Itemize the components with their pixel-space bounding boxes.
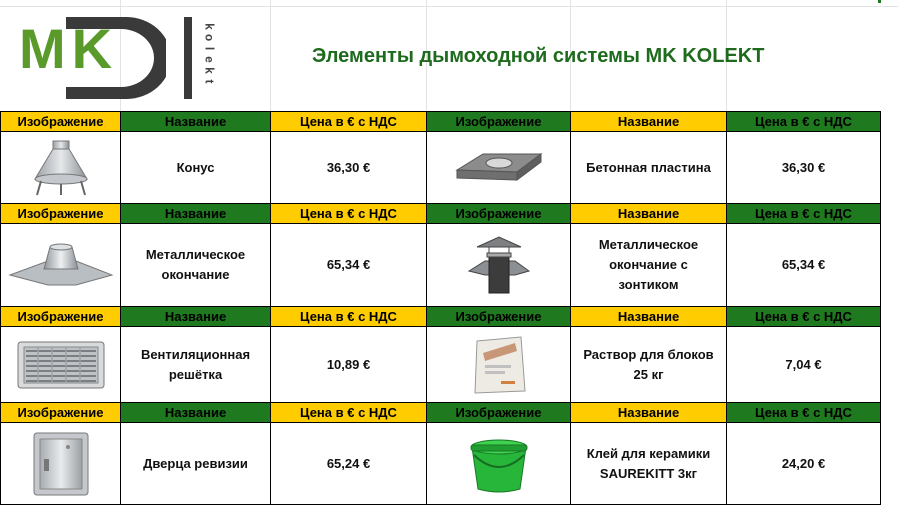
product-row: [1, 132, 881, 204]
header-row: [1, 204, 881, 224]
product-name: Металлическое окончание с зонтиком: [571, 224, 727, 307]
concrete-plate-icon: [427, 148, 570, 188]
column-header-price: Цена в € с НДС: [271, 112, 427, 132]
column-header-name: Название: [571, 403, 727, 423]
column-header-image: Изображение: [1, 204, 121, 224]
product-price: 24,20 €: [727, 423, 881, 505]
column-header-name: Название: [571, 112, 727, 132]
column-header-name: Название: [571, 204, 727, 224]
product-name: Конус: [121, 132, 271, 204]
column-header-price: Цена в € с НДС: [271, 204, 427, 224]
column-header-price: Цена в € с НДС: [271, 403, 427, 423]
logo-subtext-letter: l: [202, 46, 217, 51]
product-price: 65,34 €: [727, 224, 881, 307]
cone-icon: [1, 139, 120, 197]
company-logo: [14, 17, 220, 99]
product-image-cell: [427, 327, 571, 403]
column-header-name: Название: [121, 307, 271, 327]
price-table: [0, 111, 881, 505]
chimney-cap-icon: [427, 235, 570, 295]
column-header-image: Изображение: [1, 403, 121, 423]
column-header-image: Изображение: [1, 307, 121, 327]
product-price: 65,34 €: [271, 224, 427, 307]
inspection-door-icon: [1, 431, 120, 497]
product-image-cell: [427, 423, 571, 505]
product-image-cell: [1, 327, 121, 403]
header-row: [1, 112, 881, 132]
column-header-price: Цена в € с НДС: [727, 307, 881, 327]
product-name: Дверца ревизии: [121, 423, 271, 505]
logo-subtext-letter: o: [202, 33, 217, 42]
logo-subtext-letter: e: [202, 56, 217, 63]
column-header-image: Изображение: [427, 204, 571, 224]
mortar-bag-icon: [427, 335, 570, 395]
page-title: Элементы дымоходной системы MK KOLEKT: [312, 45, 765, 67]
product-price: 65,24 €: [271, 423, 427, 505]
cell-marker: [878, 0, 881, 3]
product-image-cell: [1, 224, 121, 307]
product-price: 7,04 €: [727, 327, 881, 403]
column-header-name: Название: [121, 112, 271, 132]
product-name: Металлическое окончание: [121, 224, 271, 307]
column-header-name: Название: [571, 307, 727, 327]
product-row: [1, 423, 881, 505]
product-price: 36,30 €: [727, 132, 881, 204]
product-image-cell: [427, 132, 571, 204]
glue-bucket-icon: [427, 433, 570, 495]
header-row: [1, 307, 881, 327]
column-header-name: Название: [121, 204, 271, 224]
product-row: [1, 327, 881, 403]
column-header-image: Изображение: [1, 112, 121, 132]
logo-subtext: [200, 21, 218, 87]
column-header-name: Название: [121, 403, 271, 423]
logo-subtext-letter: k: [202, 67, 217, 74]
column-header-price: Цена в € с НДС: [727, 403, 881, 423]
product-price: 10,89 €: [271, 327, 427, 403]
product-name: Бетонная пластина: [571, 132, 727, 204]
product-name: Клей для керамики SAUREKITT 3кг: [571, 423, 727, 505]
product-price: 36,30 €: [271, 132, 427, 204]
column-header-image: Изображение: [427, 403, 571, 423]
logo-subtext-letter: t: [202, 79, 217, 84]
product-name: Вентиляционная решётка: [121, 327, 271, 403]
column-header-price: Цена в € с НДС: [727, 204, 881, 224]
column-header-image: Изображение: [427, 112, 571, 132]
product-image-cell: [1, 132, 121, 204]
product-row: [1, 224, 881, 307]
logo-bar: [184, 17, 192, 99]
product-image-cell: [1, 423, 121, 505]
column-header-price: Цена в € с НДС: [271, 307, 427, 327]
grid-line: [270, 0, 271, 111]
metal-flashing-icon: [1, 239, 120, 291]
grid-line: [0, 6, 898, 7]
product-name: Раствор для блоков 25 кг: [571, 327, 727, 403]
header-row: [1, 403, 881, 423]
vent-grille-icon: [1, 340, 120, 390]
logo-subtext-letter: k: [202, 23, 217, 30]
logo-text: MK: [19, 17, 119, 80]
column-header-image: Изображение: [427, 307, 571, 327]
product-image-cell: [427, 224, 571, 307]
column-header-price: Цена в € с НДС: [727, 112, 881, 132]
logo-subtext-letters: [200, 21, 218, 87]
